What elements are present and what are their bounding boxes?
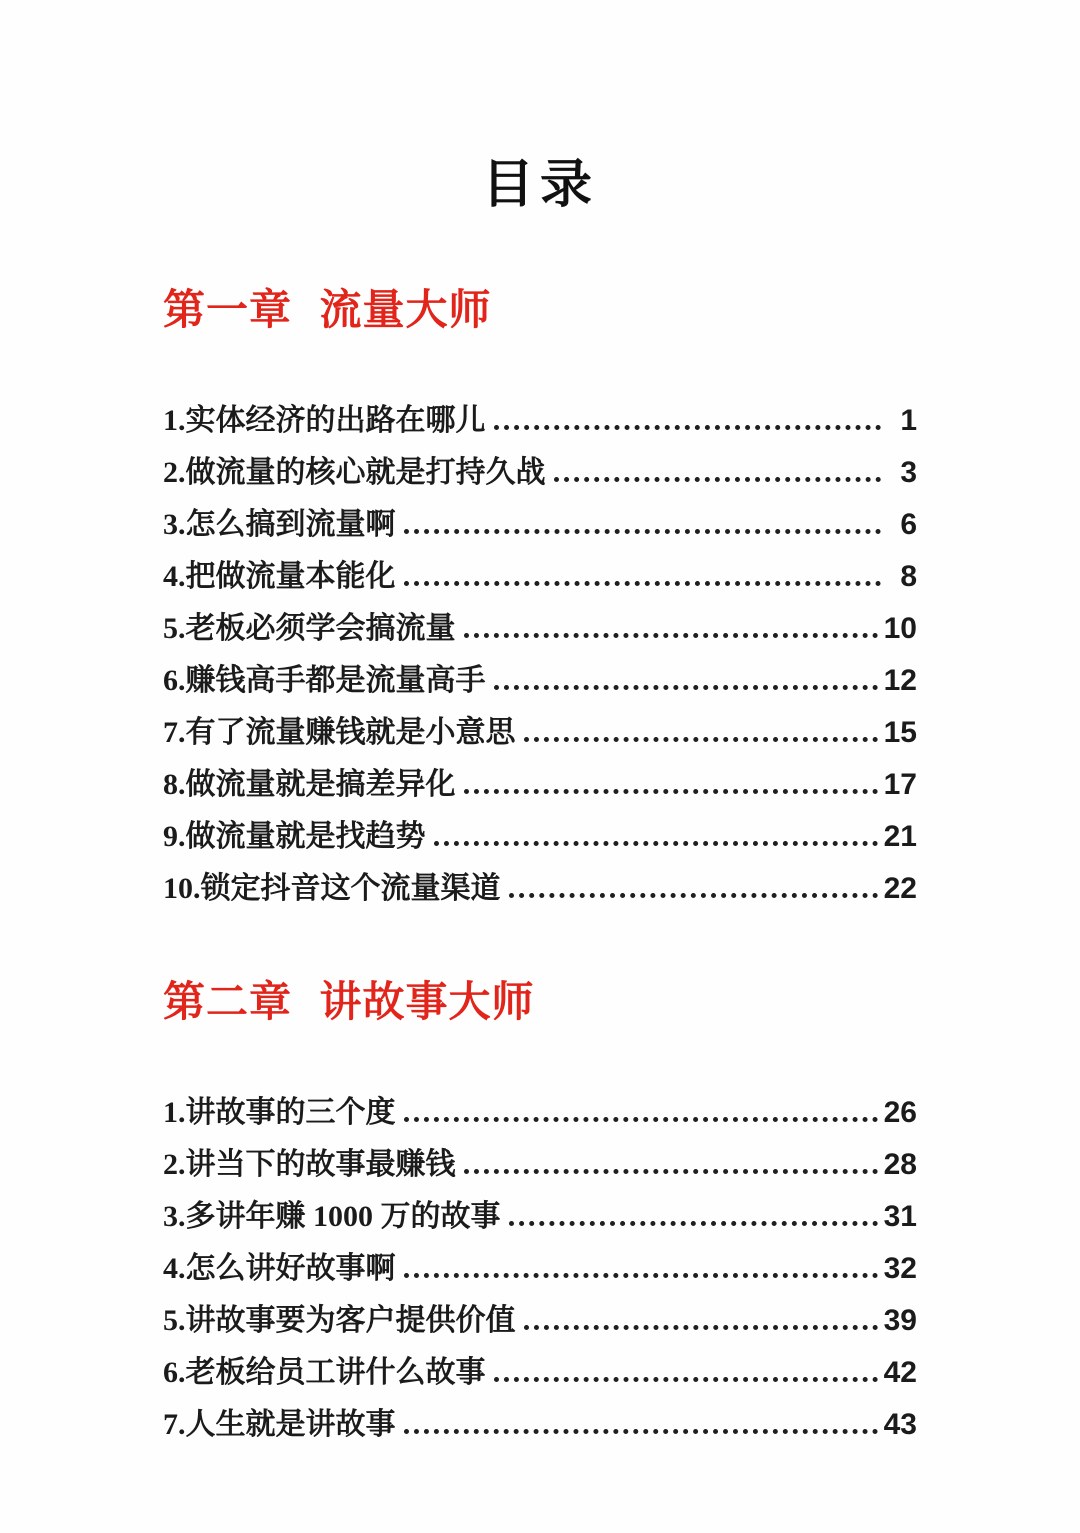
toc-entry-page: 39 (883, 1304, 917, 1337)
toc-entry (163, 1289, 917, 1341)
dot-leader (494, 1377, 878, 1382)
toc-list (163, 1081, 917, 1445)
dot-leader (404, 1273, 878, 1278)
toc-entry (163, 1133, 917, 1185)
toc-entry (163, 545, 917, 597)
toc-entry (163, 1237, 917, 1289)
toc-entry (163, 857, 917, 909)
toc-entry-page: 31 (883, 1200, 917, 1233)
toc-entry (163, 597, 917, 649)
toc-entry-page: 42 (883, 1356, 917, 1389)
chapter-heading: 第二章 讲故事大师 (163, 980, 535, 1026)
toc-entry (163, 1185, 917, 1237)
toc-entry-page: 3 (900, 456, 917, 489)
chapter-section (163, 277, 917, 909)
dot-leader (464, 633, 878, 638)
dot-leader (404, 1117, 878, 1122)
toc-entry (163, 805, 917, 857)
dot-leader (464, 1169, 878, 1174)
toc-entry-label: 1.实体经济的出路在哪儿 (163, 404, 486, 437)
dot-leader (509, 893, 878, 898)
dot-leader (494, 425, 882, 430)
dot-leader (509, 1221, 878, 1226)
dot-leader (524, 1325, 878, 1330)
chapter-section (163, 969, 917, 1445)
dot-leader (434, 841, 878, 846)
toc-entry-page: 28 (883, 1148, 917, 1181)
toc-entry-page: 12 (883, 664, 917, 697)
toc-entry-label: 8.做流量就是搞差异化 (163, 768, 456, 801)
toc-entry-label: 7.有了流量赚钱就是小意思 (163, 716, 516, 749)
toc-entry-page: 22 (883, 872, 917, 905)
toc-list (163, 389, 917, 909)
toc-entry-label: 10.锁定抖音这个流量渠道 (163, 872, 501, 905)
dot-leader (524, 737, 878, 742)
toc-entry-page: 8 (900, 560, 917, 593)
dot-leader (404, 529, 882, 534)
toc-entry-label: 4.怎么讲好故事啊 (163, 1252, 396, 1285)
dot-leader (494, 685, 878, 690)
toc-entry (163, 441, 917, 493)
toc-entry-label: 2.讲当下的故事最赚钱 (163, 1148, 456, 1181)
toc-entry-page: 1 (900, 404, 917, 437)
toc-entry-label: 3.怎么搞到流量啊 (163, 508, 396, 541)
toc-entry-label: 9.做流量就是找趋势 (163, 820, 426, 853)
toc-entry-label: 2.做流量的核心就是打持久战 (163, 456, 546, 489)
toc-entry-page: 21 (883, 820, 917, 853)
toc-entry (163, 1341, 917, 1393)
toc-entry (163, 649, 917, 701)
toc-entry (163, 753, 917, 805)
toc-entry-label: 5.讲故事要为客户提供价值 (163, 1304, 516, 1337)
toc-entry-page: 15 (883, 716, 917, 749)
chapter-heading: 第一章 流量大师 (163, 288, 492, 334)
toc-entry (163, 493, 917, 545)
dot-leader (464, 789, 878, 794)
dot-leader (404, 581, 882, 586)
toc-content (0, 277, 1080, 1445)
toc-entry-page: 10 (883, 612, 917, 645)
toc-entry-page: 6 (900, 508, 917, 541)
toc-entry-label: 4.把做流量本能化 (163, 560, 396, 593)
toc-entry-page: 32 (883, 1252, 917, 1285)
toc-entry-label: 7.人生就是讲故事 (163, 1408, 396, 1441)
toc-entry (163, 1393, 917, 1445)
dot-leader (404, 1429, 878, 1434)
dot-leader (554, 477, 882, 482)
toc-entry (163, 389, 917, 441)
toc-entry-label: 6.老板给员工讲什么故事 (163, 1356, 486, 1389)
toc-entry-page: 43 (883, 1408, 917, 1441)
toc-entry-label: 3.多讲年赚 1000 万的故事 (163, 1200, 501, 1233)
toc-entry (163, 1081, 917, 1133)
toc-entry-label: 5.老板必须学会搞流量 (163, 612, 456, 645)
toc-entry-page: 17 (883, 768, 917, 801)
toc-entry (163, 701, 917, 753)
toc-entry-label: 1.讲故事的三个度 (163, 1096, 396, 1129)
toc-entry-label: 6.赚钱高手都是流量高手 (163, 664, 486, 697)
page-title: 目录 (481, 157, 598, 214)
toc-entry-page: 26 (883, 1096, 917, 1129)
